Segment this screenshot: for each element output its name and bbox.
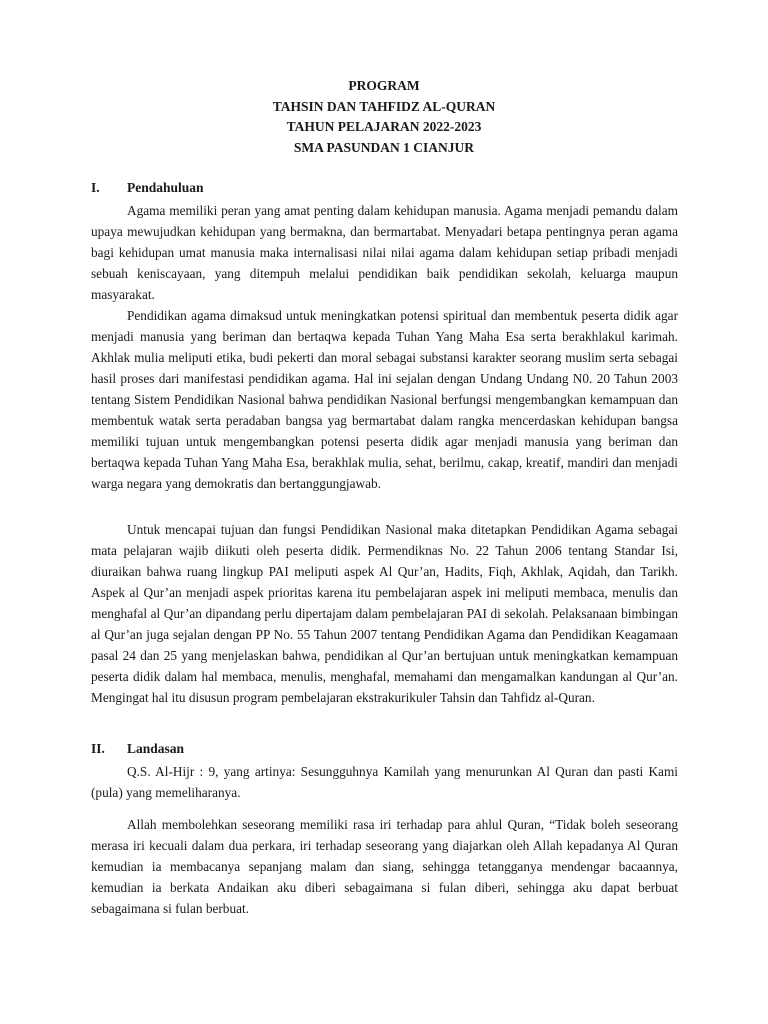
paragraph-pendahuluan-1: Agama memiliki peran yang amat penting dalam kehidupan manusia. Agama menjadi pemandu dalam upaya mewujudkan kehidupan yang bermakna, dan bermartabat. Menyadari betapa pentingnya peran agama bagi kehidupan umat manusia maka internalisasi nilai nilai agama dalam kehidupan setiap pribadi menjadi sebuah keniscayaan, yang ditempuh melalui pendidikan baik pendidikan sekolah, keluarga maupun masyarakat. (91, 203, 678, 302)
section-title: Pendahuluan (127, 180, 204, 195)
paragraph-pendahuluan-2: Pendidikan agama dimaksud untuk meningkatkan potensi spiritual dan membentuk peserta didik agar menjadi manusia yang beriman dan bertaqwa kepada Tuhan Yang Maha Esa serta berakhlakul karimah. Akhlak mulia meliputi etika, budi pekerti dan moral sebagai substansi karakter seorang muslim serta sebagai hasil proses dari manifestasi pendidikan agama. Hal ini sejalan dengan Undang Undang N0. 20 Tahun 2003 tentang Sistem Pendidikan Nasional bahwa pendidikan Nasional berfungsi mengembangkan kemampuan dan membentuk watak serta peradaban bangsa yag bermartabat dalam rangka mencerdaskan kehidupan bangsa memiliki tujuan untuk mengembangkan potensi peserta didik agar menjadi manusia yang beriman dan bertaqwa kepada Tuhan Yang Maha Esa, berakhlak mulia, sehat, berilmu, cakap, kreatif, mandiri dan menjadi warga negara yang demokratis dan bertanggungjawab. (91, 308, 678, 491)
section-title: Landasan (127, 741, 185, 756)
title-line-school: SMA PASUNDAN 1 CIANJUR (293, 139, 475, 155)
title-line-school-year: TAHUN PELAJARAN 2022-2023 (286, 119, 482, 134)
paragraph-landasan-1: Q.S. Al-Hijr : 9, yang artinya: Sesungguhnya Kamilah yang menurunkan Al Quran dan pasti Kami (pula) yang memeliharanya. (91, 764, 678, 800)
document-title (0, 76, 768, 158)
section-number: I. (91, 180, 100, 195)
title-line-program-name: TAHSIN DAN TAHFIDZ AL-QURAN (272, 98, 496, 114)
section-heading-landasan (91, 739, 184, 759)
title-line-program: PROGRAM (348, 78, 420, 93)
section-number: II. (91, 741, 105, 756)
paragraph-landasan-2: Allah membolehkan seseorang memiliki rasa iri terhadap para ahlul Quran, “Tidak boleh seseorang merasa iri kecuali dalam dua perkara, iri terhadap seseorang yang diajarkan oleh Allah kepadanya Al Quran kemudian ia membacanya sepanjang malam dan siang, sehingga tetangganya mendengar bacaannya, kemudian ia berkata Andaikan aku diberi sebagaimana si fulan diberi, sehingga aku dapat berbuat sebagaimana si fulan berbuat. (91, 817, 678, 916)
section-heading-pendahuluan (91, 178, 204, 198)
paragraph-pendahuluan-3: Untuk mencapai tujuan dan fungsi Pendidikan Nasional maka ditetapkan Pendidikan Agama sebagai mata pelajaran wajib diikuti oleh peserta didik. Permendiknas No. 22 Tahun 2006 tentang Standar Isi, diuraikan bahwa ruang lingkup PAI meliputi aspek Al Qur’an, Hadits, Fiqh, Akhlak, Aqidah, dan Tarikh. Aspek al Qur’an menjadi aspek prioritas karena itu pembelajaran aspek ini meliputi membaca, menulis dan menghafal al Qur’an dipandang perlu dipertajam dalam pembelajaran PAI di sekolah. Pelaksanaan bimbingan al Qur’an juga sejalan dengan PP No. 55 Tahun 2007 tentang Pendidikan Agama dan Pendidikan Keagamaan pasal 24 dan 25 yang menjelaskan bahwa, pendidikan al Qur’an bertujuan untuk meningkatkan kemampuan peserta didik dalam hal membaca, menulis, menghafal, memahami dan mengamalkan kandungan al Qur’an. Mengingat hal itu disusun program pembelajaran ekstrakurikuler Tahsin dan Tahfidz al-Quran. (91, 522, 678, 705)
